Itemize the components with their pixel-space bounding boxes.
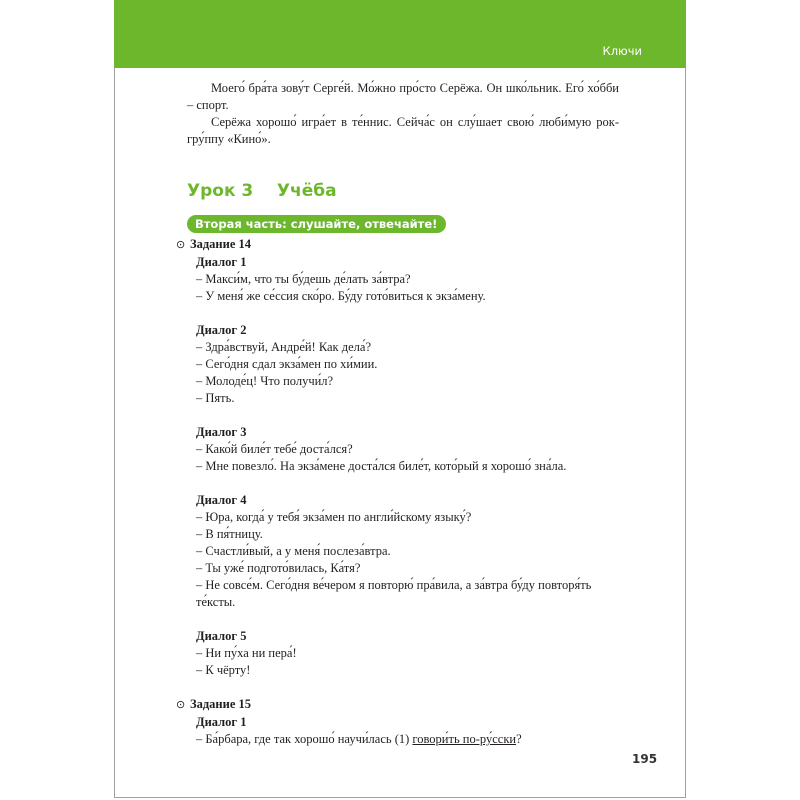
dialog-line — [196, 731, 626, 748]
intro-text — [187, 80, 619, 148]
dialog-line: – Не совсе́м. Сего́дня ве́чером я повторю́ пра́вила, а за́втра бу́ду повторя́ть те́ксты. — [196, 578, 592, 609]
task-title — [176, 236, 626, 254]
dialog-line: – Ни пу́ха ни пера́! — [196, 646, 297, 660]
line-text: – Ба́рбара, где так хорошо́ научи́лась (1) — [196, 732, 413, 746]
task-title-text: Задание 14 — [190, 237, 251, 251]
dialog — [196, 714, 626, 748]
page-header — [114, 0, 686, 68]
task-title — [176, 696, 626, 714]
task-title-text: Задание 15 — [190, 697, 251, 711]
paragraph: Моего́ бра́та зову́т Серге́й. Мо́жно про́сто Серёжа. Он шко́льник. Его́ хо́бби – спорт. — [187, 81, 619, 112]
dialog-line: – Како́й биле́т тебе́ доста́лся? — [196, 442, 353, 456]
paragraph: Серёжа хорошо́ игра́ет в те́ннис. Сейча́с он слу́шает свою́ люби́мую рок-гру́ппу «Кино́». — [187, 115, 619, 146]
dialog-line: – Юра, когда́ у тебя́ экза́мен по англи́йскому языку́? — [196, 510, 472, 524]
dialog-line: – Пять. — [196, 391, 235, 405]
section-label: Вторая часть: слушайте, отвечайте! — [187, 215, 446, 233]
audio-disc-icon: ⊙ — [176, 239, 186, 251]
dialog-line: – Мне повезло́. На экза́мене доста́лся биле́т, кото́рый я хорошо́ зна́ла. — [196, 459, 567, 473]
dialog-title: Диалог 1 — [196, 715, 247, 729]
dialog — [196, 254, 626, 305]
dialog-line: – Счастли́вый, а у меня́ послеза́втра. — [196, 544, 391, 558]
dialog-line: – У меня́ же се́ссия ско́ро. Бу́ду гото́виться к экза́мену. — [196, 289, 486, 303]
dialog-title: Диалог 1 — [196, 255, 247, 269]
dialog-line: – Сего́дня сдал экза́мен по хи́мии. — [196, 357, 378, 371]
audio-disc-icon: ⊙ — [176, 699, 186, 711]
header-title: Ключи — [602, 44, 642, 58]
dialog-line: – Здра́вствуй, Андре́й! Как дела́? — [196, 340, 371, 354]
line-text: ? — [516, 732, 522, 746]
dialog-line: – К чёрту! — [196, 663, 251, 677]
dialog-line: – В пя́тницу. — [196, 527, 263, 541]
dialog — [196, 492, 626, 611]
lesson-title: Урок 3 Учёба — [187, 181, 337, 201]
underlined-answer: говори́ть по-ру́сски — [412, 732, 517, 746]
dialog-title: Диалог 5 — [196, 629, 247, 643]
dialog-title: Диалог 2 — [196, 323, 247, 337]
dialog-line: – Молоде́ц! Что получи́л? — [196, 374, 334, 388]
page-number: 195 — [632, 752, 658, 766]
dialog-line: – Ты уже́ подгото́вилась, Ка́тя? — [196, 561, 361, 575]
dialog-title: Диалог 3 — [196, 425, 247, 439]
dialog — [196, 628, 626, 679]
dialog — [196, 424, 626, 475]
dialog-title: Диалог 4 — [196, 493, 247, 507]
dialog-line: – Макси́м, что ты бу́дешь де́лать за́втра? — [196, 272, 411, 286]
tasks — [176, 236, 626, 765]
dialog — [196, 322, 626, 407]
